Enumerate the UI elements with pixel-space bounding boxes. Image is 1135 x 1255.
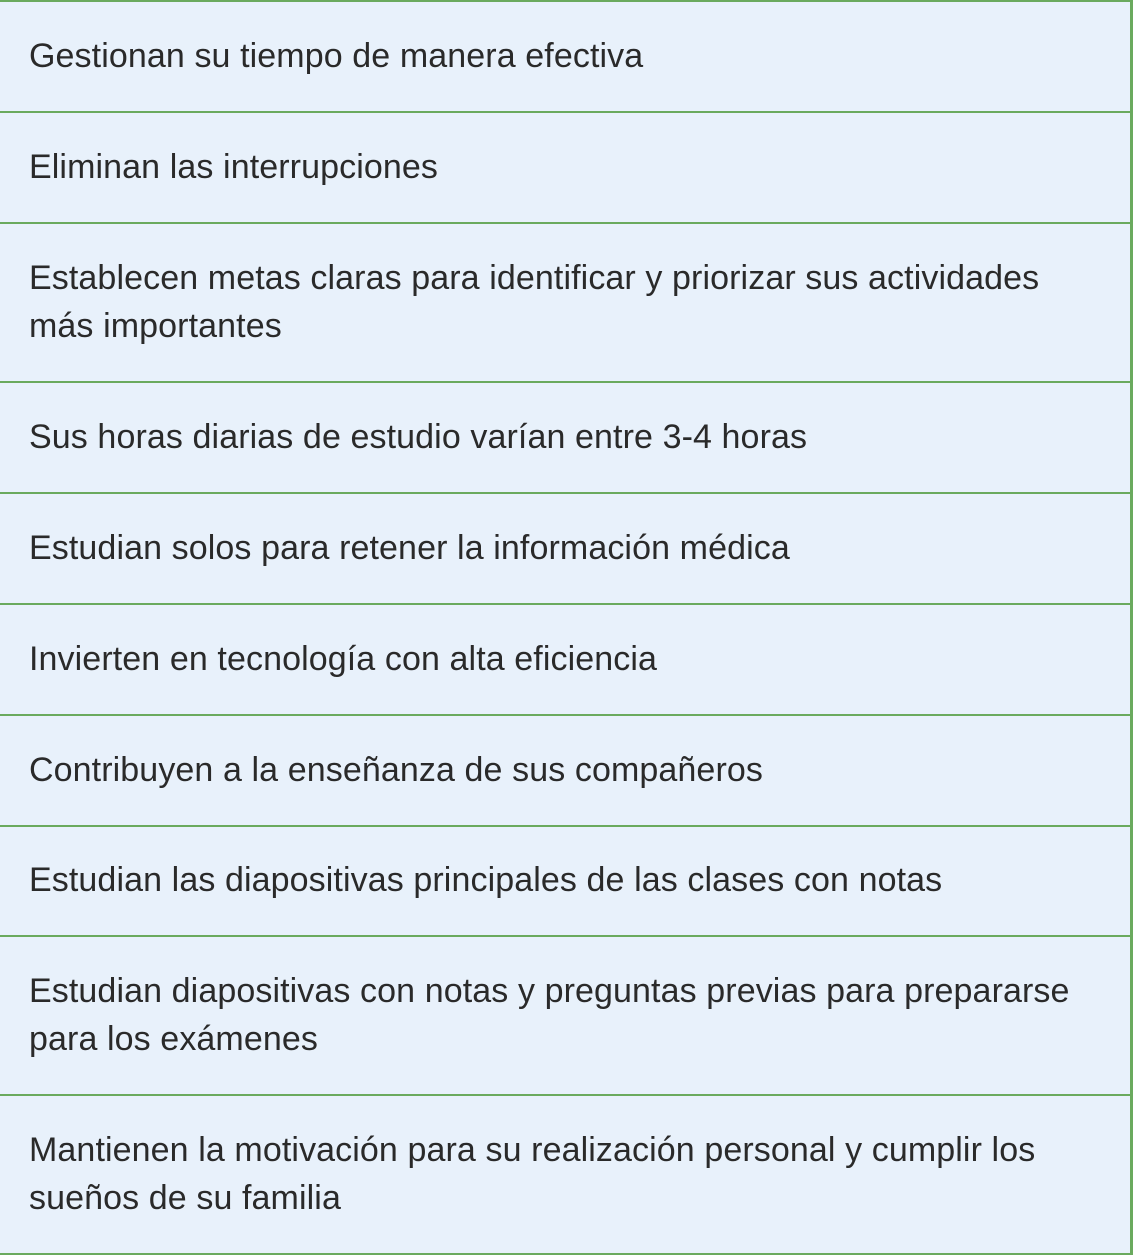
list-item-text: Gestionan su tiempo de manera efectiva <box>29 36 644 75</box>
list-item-text: Mantienen la motivación para su realización personal y cumplir los sueños de su familia <box>29 1130 1036 1217</box>
list-item-text: Establecen metas claras para identificar y priorizar sus actividades más importantes <box>29 258 1040 345</box>
list-item <box>0 381 1133 494</box>
list-item <box>0 603 1133 716</box>
list-item <box>0 714 1133 827</box>
list-item <box>0 111 1133 224</box>
list-item <box>0 1094 1133 1255</box>
list-item-text: Contribuyen a la enseñanza de sus compañeros <box>29 750 763 789</box>
list-item-text: Eliminan las interrupciones <box>29 147 439 186</box>
list-item-text: Estudian las diapositivas principales de las clases con notas <box>29 861 943 899</box>
list-item-text: Estudian solos para retener la información médica <box>29 528 790 567</box>
list-item-text: Estudian diapositivas con notas y preguntas previas para prepararse para los exámenes <box>29 971 1070 1058</box>
list-item-text: Sus horas diarias de estudio varían entre 3-4 horas <box>29 417 808 456</box>
list-item <box>0 0 1133 113</box>
list-item <box>0 222 1133 383</box>
list-item <box>0 492 1133 605</box>
list-item <box>0 935 1133 1096</box>
list-item-text: Invierten en tecnología con alta eficiencia <box>29 639 658 678</box>
list-item <box>0 825 1133 937</box>
